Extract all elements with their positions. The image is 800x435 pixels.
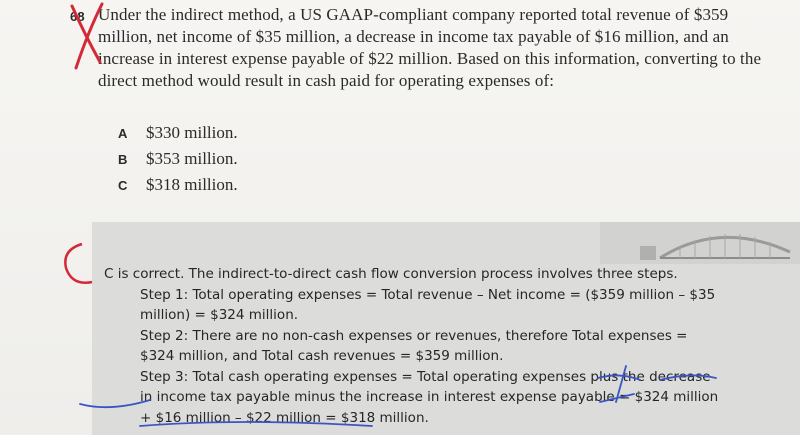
option-c [118, 172, 238, 198]
answer-options [118, 120, 238, 198]
solution-box [92, 222, 800, 435]
option-a [118, 120, 238, 146]
solution-intro: C is correct. The indirect-to-direct cash flow conversion process involves three steps. [104, 266, 678, 282]
option-text: $353 million. [146, 149, 238, 168]
option-b [118, 146, 238, 172]
option-letter: A [118, 125, 128, 141]
bridge-banner-icon [600, 222, 800, 264]
solution-text [104, 264, 720, 428]
question-text: Under the indirect method, a US GAAP-compliant company reported total revenue of $359 million, net income of $35 million, a decrease in income tax payable of $16 million, and an increase in interest expense payable of $22 million. Based on this information, converting to the direct method would result in cash paid for operating expenses of: [98, 5, 762, 90]
option-text: $330 million. [146, 123, 238, 142]
option-text: $318 million. [146, 175, 238, 194]
solution-step-1: Step 1: Total operating expenses = Total revenue – Net income = ($359 million – $35 million) = $324 million. [140, 286, 716, 323]
red-circle-mark-icon [65, 244, 92, 283]
option-letter: B [118, 151, 128, 167]
question-number: 68 [70, 9, 85, 24]
question-block [70, 4, 778, 92]
solution-step-3: Step 3: Total cash operating expenses = Total operating expenses plus the decrease in income tax payable minus the increase in interest expense payable = $324 million + $16 million – $22 million = $318 million. [140, 368, 719, 426]
option-letter: C [118, 177, 128, 193]
solution-step-2: Step 2: There are no non-cash expenses or revenues, therefore Total expenses = $324 million, and Total cash revenues = $359 million. [140, 327, 688, 364]
